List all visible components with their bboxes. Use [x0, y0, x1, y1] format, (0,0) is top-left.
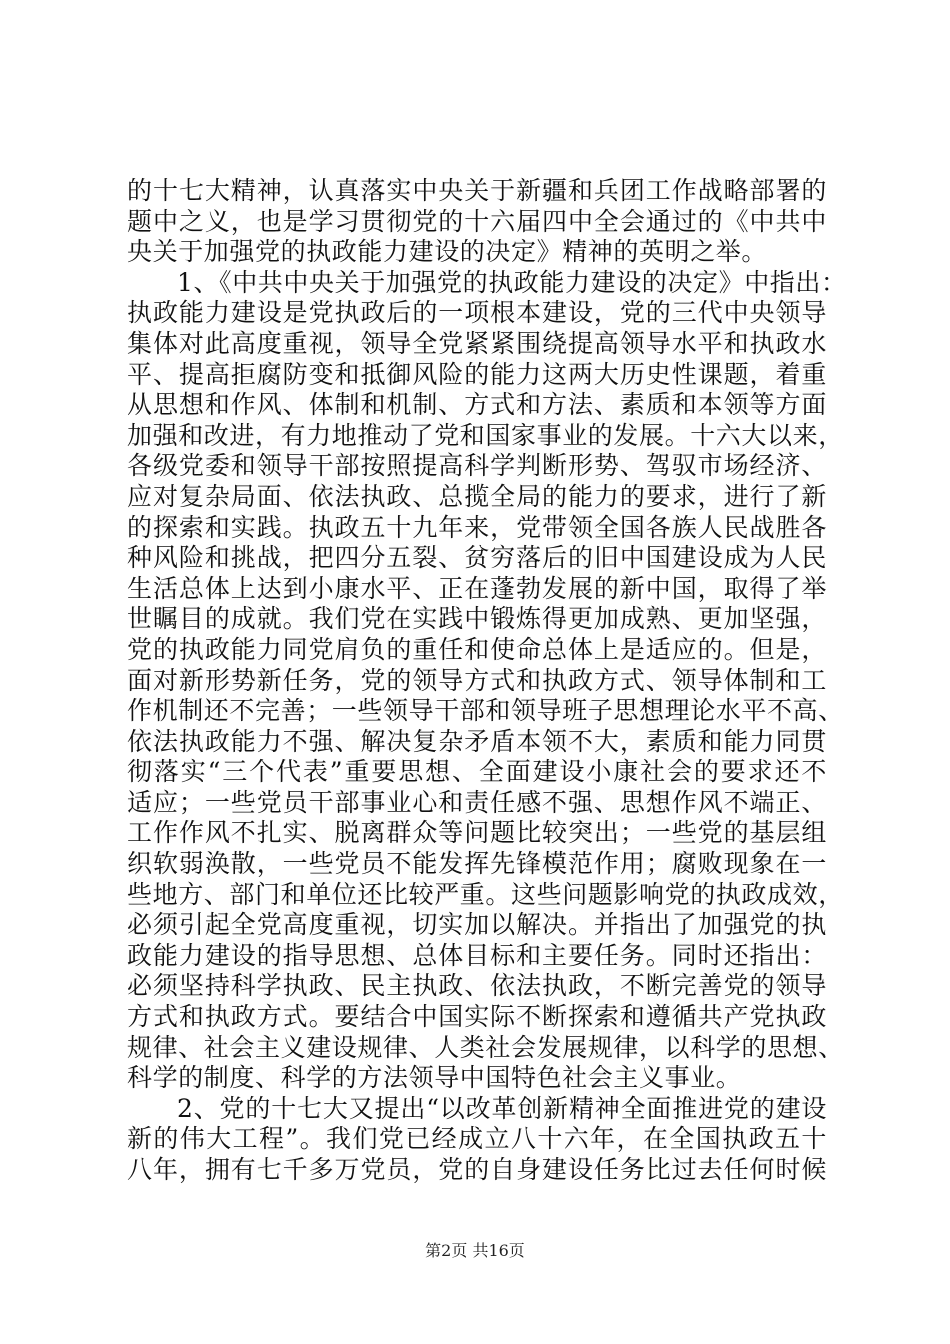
- page-number: 第2页 共16页: [425, 1241, 525, 1260]
- text-line: 八年，拥有七千多万党员，党的自身建设任务比过去任何时候: [127, 1155, 827, 1184]
- text-line: 彻落实“三个代表”重要思想、全面建设小康社会的要求还不: [127, 757, 827, 787]
- text-line: 集体对此高度重视，领导全党紧紧围绕提高领导水平和执政水: [127, 328, 827, 358]
- text-line: 面对新形势新任务，党的领导方式和执政方式、领导体制和工: [127, 665, 827, 695]
- text-line: 2、党的十七大又提出“以改革创新精神全面推进党的建设: [177, 1093, 827, 1123]
- text-line: 题中之义，也是学习贯彻党的十六届四中全会通过的《中共中: [127, 206, 827, 236]
- text-line: 工作作风不扎实、脱离群众等问题比较突出；一些党的基层组: [127, 818, 827, 848]
- text-line: 加强和改进，有力地推动了党和国家事业的发展。十六大以来，: [127, 420, 844, 450]
- page-footer: [0, 1238, 950, 1261]
- text-line: 从思想和作风、体制和机制、方式和方法、素质和本领等方面: [127, 390, 827, 420]
- text-line: 世瞩目的成就。我们党在实践中锻炼得更加成熟、更加坚强，: [127, 604, 827, 634]
- text-line: 新的伟大工程”。我们党已经成立八十六年，在全国执政五十: [127, 1124, 827, 1154]
- text-line: 种风险和挑战，把四分五裂、贫穷落后的旧中国建设成为人民: [127, 543, 827, 573]
- text-line: 1、《中共中央关于加强党的执政能力建设的决定》中指出：: [177, 267, 847, 297]
- text-line: 应对复杂局面、依法执政、总揽全局的能力的要求，进行了新: [127, 481, 827, 511]
- text-line: 的探索和实践。执政五十九年来，党带领全国各族人民战胜各: [127, 512, 827, 542]
- text-line: 方式和执政方式。要结合中国实际不断探索和遵循共产党执政: [127, 1002, 827, 1032]
- text-line: 适应；一些党员干部事业心和责任感不强、思想作风不端正、: [127, 787, 827, 817]
- text-line: 生活总体上达到小康水平、正在蓬勃发展的新中国，取得了举: [127, 573, 827, 603]
- text-line: 党的执政能力同党肩负的重任和使命总体上是适应的。但是，: [127, 634, 827, 664]
- text-line: 执政能力建设是党执政后的一项根本建设，党的三代中央领导: [127, 298, 827, 328]
- text-line: 政能力建设的指导思想、总体目标和主要任务。同时还指出：: [127, 940, 827, 970]
- body-text: [127, 176, 847, 1186]
- text-line: 平、提高拒腐防变和抵御风险的能力这两大历史性课题，着重: [127, 359, 827, 389]
- text-line: 科学的制度、科学的方法领导中国特色社会主义事业。: [127, 1063, 742, 1093]
- text-line: 作机制还不完善；一些领导干部和领导班子思想理论水平不高、: [127, 696, 844, 726]
- text-line: 织软弱涣散，一些党员不能发挥先锋模范作用；腐败现象在一: [127, 849, 827, 879]
- text-line: 规律、社会主义建设规律、人类社会发展规律，以科学的思想、: [127, 1032, 844, 1062]
- text-line: 必须引起全党高度重视，切实加以解决。并指出了加强党的执: [127, 910, 827, 940]
- text-line: 依法执政能力不强、解决复杂矛盾本领不大，素质和能力同贯: [127, 726, 827, 756]
- text-line: 的十七大精神，认真落实中央关于新疆和兵团工作战略部署的: [127, 176, 827, 205]
- text-line: 些地方、部门和单位还比较严重。这些问题影响党的执政成效，: [127, 879, 844, 909]
- text-line: 央关于加强党的执政能力建设的决定》精神的英明之举。: [127, 237, 768, 267]
- text-line: 必须坚持科学执政、民主执政、依法执政，不断完善党的领导: [127, 971, 827, 1001]
- text-line: 各级党委和领导干部按照提高科学判断形势、驾驭市场经济、: [127, 451, 827, 481]
